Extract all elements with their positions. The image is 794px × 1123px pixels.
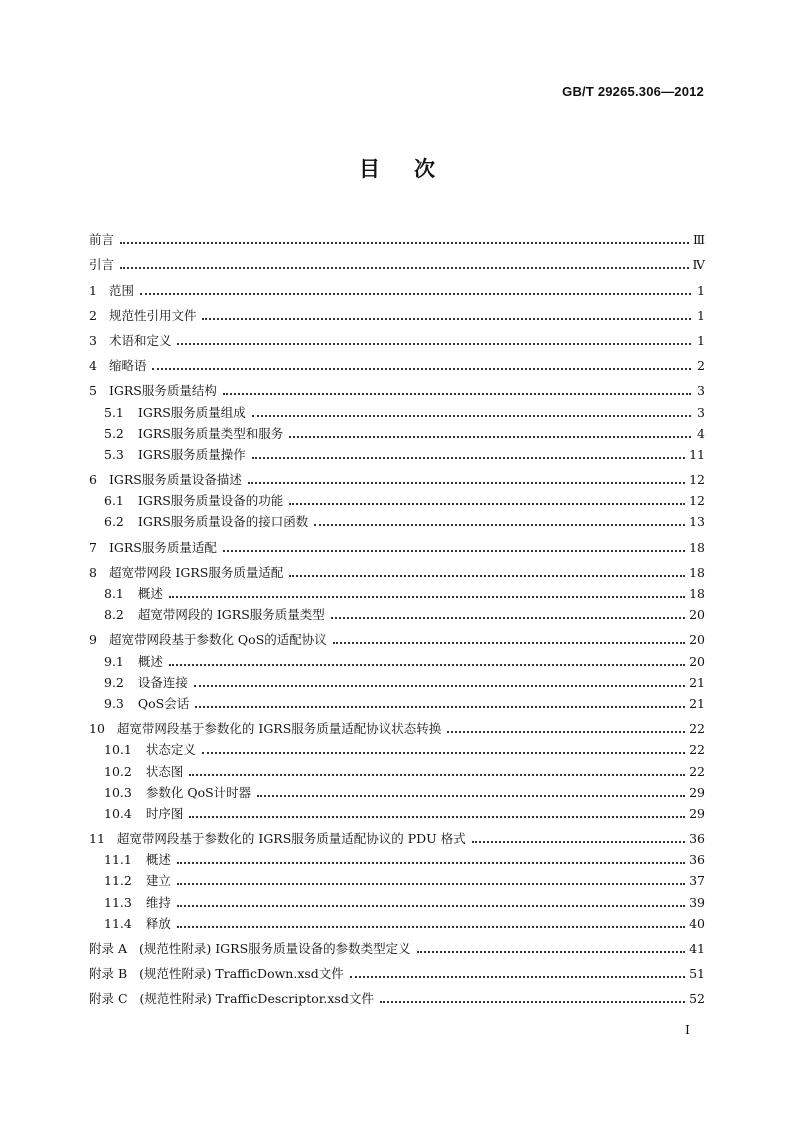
- dot-leader: [152, 368, 691, 370]
- dot-leader: [248, 482, 685, 484]
- toc-entry-page: Ⅲ: [692, 232, 705, 248]
- toc-entry[interactable]: [89, 272, 705, 297]
- toc-entry-number: 5: [89, 383, 97, 399]
- toc-entry-number: 10.4: [104, 805, 132, 821]
- toc-entry-title: 术语和定义: [108, 332, 172, 348]
- toc-entry-title: IGRS服务质量类型和服务: [137, 425, 284, 441]
- toc-entry[interactable]: [89, 580, 705, 601]
- toc-entry-page: 21: [689, 674, 705, 690]
- toc-entry-number: 附录 A: [89, 941, 128, 956]
- toc-entry-number: 10.1: [104, 742, 132, 758]
- toc-entry[interactable]: [89, 398, 705, 419]
- toc-entry-number: 11.1: [104, 852, 132, 868]
- toc-entry-page: 52: [689, 991, 705, 1007]
- toc-entry-page: 1: [697, 282, 705, 298]
- toc-entry-number: 5.1: [104, 404, 124, 420]
- toc-entry-page: 39: [689, 894, 705, 910]
- toc-entry[interactable]: [89, 888, 705, 909]
- dot-leader: [140, 293, 691, 295]
- toc-entry[interactable]: [89, 867, 705, 888]
- toc-entry-title: 状态定义: [145, 742, 196, 758]
- toc-entry[interactable]: [89, 846, 705, 867]
- toc-entry-page: 41: [689, 941, 705, 956]
- dot-leader: [120, 242, 689, 244]
- toc-entry-page: 13: [689, 514, 705, 530]
- toc-entry[interactable]: [89, 757, 705, 778]
- toc-entry[interactable]: [89, 222, 705, 247]
- dot-leader: [289, 575, 685, 577]
- toc-entry[interactable]: [89, 981, 705, 1006]
- toc-entry[interactable]: [89, 931, 705, 956]
- toc-entry-title: (规范性附录) TrafficDown.xsd文件: [139, 966, 344, 982]
- toc-entry-title: IGRS服务质量设备的接口函数: [137, 514, 309, 530]
- toc-entry-number: 6: [89, 472, 97, 488]
- toc-entry-number: 10.3: [104, 784, 132, 800]
- toc-entry-number: 5.3: [104, 446, 124, 462]
- toc-entry-page: 22: [689, 721, 705, 737]
- dot-leader: [177, 905, 685, 907]
- toc-entry-number: 9.2: [104, 674, 124, 690]
- toc-entry-title: 超宽带网段的 IGRS服务质量类型: [137, 607, 325, 623]
- toc-entry-page: 51: [689, 966, 705, 982]
- toc-entry-title: IGRS服务质量结构: [108, 383, 217, 399]
- dot-leader: [177, 883, 685, 885]
- toc-entry-title: 超宽带网段基于参数化 QoS的适配协议: [108, 632, 327, 648]
- toc-entry-page: 3: [697, 383, 705, 399]
- toc-entry-page: 29: [689, 784, 705, 800]
- toc-entry-title: 范围: [108, 282, 134, 298]
- toc-entry[interactable]: [89, 508, 705, 529]
- dot-leader: [223, 393, 691, 395]
- toc-entry-page: 22: [689, 742, 705, 758]
- dot-leader: [472, 841, 685, 843]
- toc-entry[interactable]: [89, 555, 705, 580]
- toc-entry[interactable]: [89, 601, 705, 622]
- toc-entry-page: 29: [689, 805, 705, 821]
- page-title: 目次: [359, 156, 469, 181]
- toc-entry-title: IGRS服务质量操作: [137, 446, 246, 462]
- dot-leader: [189, 816, 685, 818]
- dot-leader: [252, 415, 691, 417]
- toc-entry[interactable]: [89, 373, 705, 398]
- toc-entry[interactable]: [89, 669, 705, 690]
- toc-entry[interactable]: [89, 622, 705, 647]
- toc-entry[interactable]: [89, 247, 705, 272]
- toc-entry[interactable]: [89, 711, 705, 736]
- toc-entry[interactable]: [89, 690, 705, 711]
- toc-entry[interactable]: [89, 487, 705, 508]
- toc-entry-title: 前言: [89, 232, 115, 248]
- toc-entry-page: 36: [689, 852, 705, 868]
- toc-entry-page: 1: [697, 332, 705, 348]
- toc-entry-page: 4: [697, 425, 705, 441]
- toc-entry-number: 10.2: [104, 763, 132, 779]
- toc-entry-page: 18: [689, 586, 705, 601]
- toc-entry-page: 18: [689, 539, 705, 555]
- toc-entry-title: 概述: [145, 852, 171, 868]
- toc-entry-title: IGRS服务质量设备描述: [108, 472, 242, 488]
- toc-entry-title: 维持: [145, 894, 171, 910]
- dot-leader: [169, 596, 685, 598]
- dot-leader: [177, 862, 685, 864]
- dot-leader: [177, 343, 691, 345]
- dot-leader: [289, 436, 691, 438]
- toc-entry-number: 1: [89, 282, 97, 298]
- toc-entry[interactable]: [89, 956, 705, 981]
- toc-entry-title: IGRS服务质量适配: [108, 539, 217, 555]
- toc-entry-page: 12: [689, 493, 705, 509]
- toc-entry-title: 概述: [137, 586, 163, 601]
- toc-entry-title: 设备连接: [137, 674, 188, 690]
- toc-entry-title: 引言: [89, 257, 115, 273]
- toc-entry[interactable]: [89, 462, 705, 487]
- dot-leader: [333, 642, 685, 644]
- toc-entry-number: 11: [89, 831, 105, 847]
- toc-entry-title: IGRS服务质量组成: [137, 404, 246, 420]
- dot-leader: [380, 1001, 685, 1003]
- toc-entry-page: 20: [689, 607, 705, 623]
- toc-entry[interactable]: [89, 910, 705, 931]
- toc-entry-page: 37: [689, 873, 705, 889]
- toc-entry-number: 11.4: [104, 915, 132, 931]
- dot-leader: [252, 457, 685, 459]
- toc-entry-number: 8.2: [104, 607, 124, 623]
- dot-leader: [120, 267, 688, 269]
- toc-entry-page: 36: [689, 831, 705, 847]
- dot-leader: [314, 524, 685, 526]
- toc-entry[interactable]: [89, 298, 705, 323]
- toc-entry[interactable]: [89, 779, 705, 800]
- toc-entry[interactable]: [89, 736, 705, 757]
- standard-number: GB/T 29265.306—2012: [562, 84, 704, 99]
- toc-entry-page: 20: [689, 632, 705, 648]
- toc-entry-page: Ⅳ: [692, 257, 705, 273]
- toc-entry[interactable]: [89, 441, 705, 462]
- toc-entry-page: 3: [697, 404, 705, 420]
- toc-entry-number: 11.2: [104, 873, 132, 889]
- toc-entry-number: 2: [89, 307, 97, 323]
- toc-entry-number: 8: [89, 564, 97, 580]
- toc-entry-number: 4: [89, 358, 97, 374]
- dot-leader: [331, 617, 685, 619]
- toc-entry[interactable]: [89, 323, 705, 348]
- page-number: I: [685, 1022, 690, 1037]
- toc-entry-page: 1: [697, 307, 705, 323]
- toc-entry-number: 5.2: [104, 425, 124, 441]
- toc-entry-title: (规范性附录) TrafficDescriptor.xsd文件: [139, 991, 374, 1007]
- toc-entry-title: 缩略语: [108, 358, 147, 374]
- toc-entry-number: 8.1: [104, 586, 124, 601]
- toc-entry-number: 9.3: [104, 695, 124, 711]
- dot-leader: [189, 774, 685, 776]
- toc-entry-number: 9: [89, 632, 97, 648]
- toc-entry-page: 12: [689, 472, 705, 488]
- dot-leader: [195, 706, 685, 708]
- toc-entry-number: 10: [89, 721, 105, 737]
- toc-entry-title: 超宽带网段 IGRS服务质量适配: [108, 564, 284, 580]
- toc-entry-title: 时序图: [145, 805, 184, 821]
- dot-leader: [223, 550, 685, 552]
- toc-entry-page: 11: [689, 446, 705, 462]
- dot-leader: [169, 664, 685, 666]
- dot-leader: [202, 318, 691, 320]
- toc-entry-number: 9.1: [104, 653, 124, 669]
- dot-leader: [350, 976, 685, 978]
- toc-entry-title: 超宽带网段基于参数化的 IGRS服务质量适配协议状态转换: [116, 721, 442, 737]
- toc-entry-number: 7: [89, 539, 97, 555]
- toc-entry-page: 20: [689, 653, 705, 669]
- toc-entry-page: 22: [689, 763, 705, 779]
- toc-entry-title: 概述: [137, 653, 163, 669]
- dot-leader: [202, 752, 685, 754]
- toc-entry-page: 21: [689, 695, 705, 711]
- toc-entry[interactable]: [89, 647, 705, 668]
- toc-entry[interactable]: [89, 800, 705, 821]
- toc-entry-number: 6.2: [104, 514, 124, 530]
- toc-entry-title: 建立: [145, 873, 171, 889]
- dot-leader: [257, 795, 685, 797]
- toc-entry-page: 2: [697, 358, 705, 374]
- dot-leader: [177, 926, 685, 928]
- toc-entry-title: 参数化 QoS计时器: [145, 784, 252, 800]
- toc-entry-number: 3: [89, 332, 97, 348]
- toc-entry-number: 附录 B: [89, 966, 128, 982]
- toc-entry-title: 超宽带网段基于参数化的 IGRS服务质量适配协议的 PDU 格式: [116, 831, 466, 847]
- toc-entry[interactable]: [89, 420, 705, 441]
- toc-entry[interactable]: [89, 821, 705, 846]
- toc-entry-title: 状态图: [145, 763, 184, 779]
- dot-leader: [417, 951, 685, 953]
- toc-entry-title: IGRS服务质量设备的功能: [137, 493, 284, 509]
- toc-entry[interactable]: [89, 348, 705, 373]
- toc-entry[interactable]: [89, 529, 705, 554]
- toc-entry-title: QoS会话: [137, 695, 190, 711]
- toc-entry-page: 40: [689, 915, 705, 931]
- dot-leader: [447, 731, 685, 733]
- dot-leader: [194, 685, 685, 687]
- toc-entry-title: 释放: [145, 915, 171, 931]
- toc-entry-page: 18: [689, 564, 705, 580]
- toc-entry-number: 11.3: [104, 894, 132, 910]
- dot-leader: [289, 503, 685, 505]
- toc-entry-title: (规范性附录) IGRS服务质量设备的参数类型定义: [139, 941, 411, 956]
- toc-entry-number: 附录 C: [89, 991, 128, 1007]
- toc-entry-title: 规范性引用文件: [108, 307, 197, 323]
- toc-entry-number: 6.1: [104, 493, 124, 509]
- table-of-contents: [89, 222, 705, 1006]
